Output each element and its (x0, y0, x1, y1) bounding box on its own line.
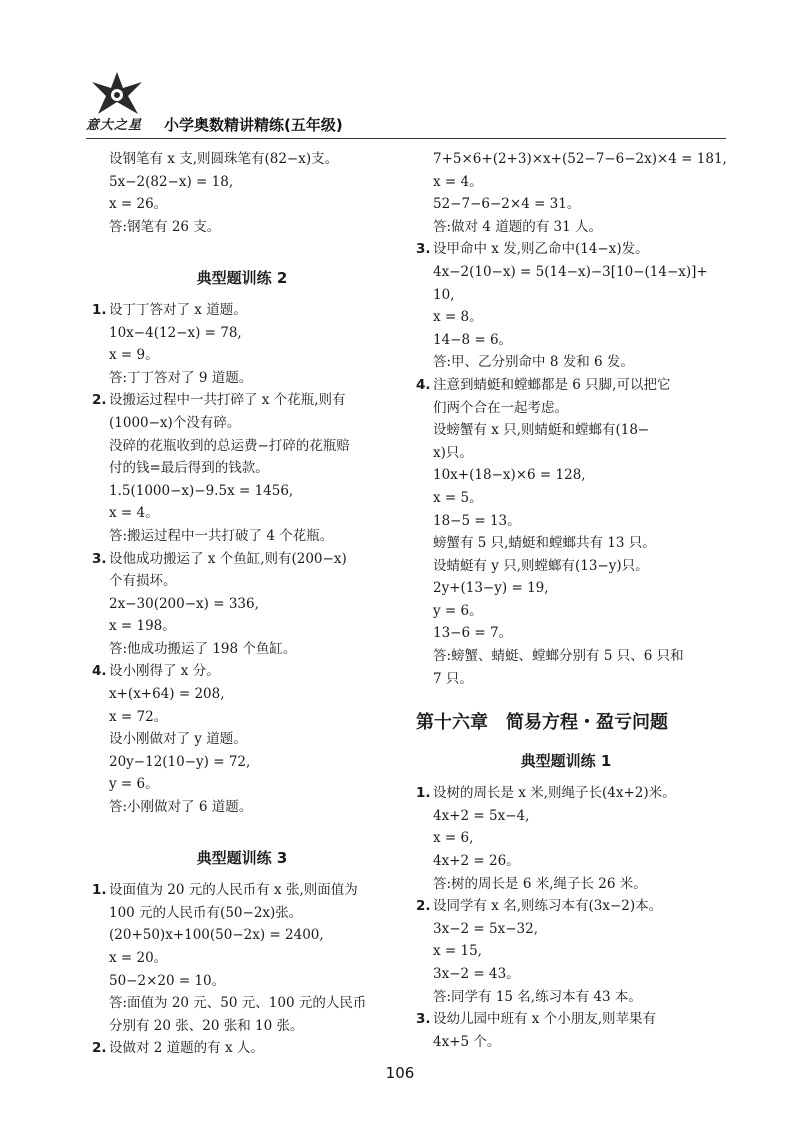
solution-text: 注意到蜻蜓和螳螂都是 6 只脚,可以把它 (433, 376, 671, 393)
solution-line (416, 351, 716, 374)
solution-line (416, 940, 716, 963)
problem-number: 1. (92, 882, 107, 899)
solution-line (416, 329, 716, 352)
solution-text: 20y−12(10−y) = 72, (109, 753, 251, 770)
text-line: 5x−2(82−x) = 18, (109, 173, 234, 190)
solution-line (416, 827, 716, 850)
solution-text: (20+50)x+100(50−2x) = 2400, (109, 927, 324, 944)
solution-text: 个有损坏。 (109, 573, 177, 590)
solution-text: 答:甲、乙分别命中 8 发和 6 发。 (433, 354, 634, 371)
solution-line (92, 615, 392, 638)
problem-number: 3. (416, 1011, 431, 1028)
page-number: 106 (385, 1064, 415, 1082)
solution-line (416, 782, 716, 805)
solution-line (416, 622, 716, 645)
solution-line (416, 577, 716, 600)
solution-line (92, 344, 392, 367)
solution-text: 设面值为 20 元的人民币有 x 张,则面值为 (109, 882, 358, 899)
problem-number: 2. (416, 898, 431, 915)
solution-text: 4x+2 = 5x−4, (433, 807, 530, 824)
solution-line (92, 1037, 392, 1060)
spacer (92, 819, 392, 842)
solution-line (92, 947, 392, 970)
solution-text: 设蜻蜓有 y 只,则螳螂有(13−y)只。 (433, 557, 649, 574)
solution-text: 没碎的花瓶收到的总运费−打碎的花瓶赔 (109, 437, 350, 454)
solution-line (416, 510, 716, 533)
solution-text: 100 元的人民币有(50−2x)张。 (109, 904, 303, 921)
solution-line (92, 902, 392, 925)
solution-text: 分别有 20 张、20 张和 10 张。 (109, 1017, 304, 1034)
solution-line (416, 963, 716, 986)
text-line: 答:钢笔有 26 支。 (109, 218, 221, 235)
solution-line (92, 389, 392, 412)
solution-text: x = 72。 (109, 708, 168, 725)
solution-line (416, 442, 716, 465)
spacer (92, 238, 392, 261)
text-line: 设钢笔有 x 支,则圆珠笔有(82−x)支。 (109, 151, 339, 167)
solution-text: 18−5 = 13。 (433, 512, 521, 529)
solution-line (416, 850, 716, 873)
left-column (92, 148, 392, 1060)
solution-line (416, 532, 716, 555)
solution-text: 答:同学有 15 名,练习本有 43 本。 (433, 988, 642, 1005)
solution-text: (1000−x)个没有碎。 (109, 414, 241, 431)
star-logo-icon (86, 70, 148, 120)
text-line: x = 4。 (433, 173, 483, 190)
solution-text: 设螃蟹有 x 只,则蜻蜓和螳螂有(18− (433, 422, 650, 439)
problem-number: 1. (416, 785, 431, 802)
section-title: 典型题训练 3 (196, 849, 288, 868)
solution-line (416, 986, 716, 1009)
solution-line (92, 367, 392, 390)
solution-line (416, 397, 716, 420)
solution-text: x = 4。 (109, 505, 159, 522)
solution-line (92, 457, 392, 480)
solution-text: 设同学有 x 名,则练习本有(3x−2)本。 (433, 898, 663, 915)
solution-line (416, 487, 716, 510)
solution-line (92, 660, 392, 683)
solution-text: 设搬运过程中一共打碎了 x 个花瓶,则有 (109, 392, 346, 409)
solution-text: 答:树的周长是 6 米,绳子长 26 米。 (433, 875, 647, 892)
solution-text: 设丁丁答对了 x 道题。 (109, 301, 247, 318)
solution-text: 4x−2(10−x) = 5(14−x)−3[10−(14−x)]+ (433, 263, 708, 280)
solution-line (92, 683, 392, 706)
solution-line (416, 668, 716, 691)
text-line: 52−7−6−2×4 = 31。 (433, 196, 581, 213)
text-line: 答:做对 4 道题的有 31 人。 (433, 218, 602, 235)
text-line: 7+5×6+(2+3)×x+(52−7−6−2x)×4 = 181, (433, 151, 727, 167)
chapter-title: 第十六章 简易方程・盈亏问题 (416, 712, 668, 734)
solution-line (92, 412, 392, 435)
text-line: x = 26。 (109, 196, 168, 213)
solution-text: x = 9。 (109, 347, 159, 364)
solution-line (416, 895, 716, 918)
problem-number: 4. (92, 663, 107, 680)
problem-number: 3. (416, 241, 431, 258)
solution-text: 2y+(13−y) = 19, (433, 580, 549, 597)
solution-text: 设他成功搬运了 x 个鱼缸,则有(200−x) (109, 550, 347, 567)
solution-text: x)只。 (433, 444, 473, 461)
solution-line (92, 299, 392, 322)
solution-line (416, 1008, 716, 1031)
solution-line (416, 464, 716, 487)
solution-line (92, 638, 392, 661)
logo (86, 70, 156, 136)
solution-text: x = 8。 (433, 309, 483, 326)
solution-text: y = 6。 (109, 776, 159, 793)
solution-line (416, 555, 716, 578)
page-header (86, 70, 726, 140)
solution-line (92, 796, 392, 819)
solution-text: 答:他成功搬运了 198 个鱼缸。 (109, 640, 297, 657)
solution-line (92, 525, 392, 548)
solution-text: x = 15, (433, 943, 482, 960)
problem-number: 2. (92, 392, 107, 409)
solution-line (92, 751, 392, 774)
solution-line (416, 284, 716, 307)
solution-text: 们两个合在一起考虑。 (433, 399, 568, 416)
solution-text: 设甲命中 x 发,则乙命中(14−x)发。 (433, 241, 649, 258)
solution-line (416, 918, 716, 941)
solution-line (92, 924, 392, 947)
solution-text: 14−8 = 6。 (433, 331, 513, 348)
solution-line (416, 645, 716, 668)
solution-text: x = 6, (433, 830, 474, 847)
right-column (416, 148, 727, 1053)
section-title: 典型题训练 2 (196, 268, 288, 287)
solution-line (416, 238, 716, 261)
solution-line (416, 306, 716, 329)
solution-text: 螃蟹有 5 只,蜻蜓和螳螂共有 13 只。 (433, 535, 656, 552)
logo-text: 意大之星 (86, 118, 143, 133)
solution-text: 答:螃蟹、蜻蜓、螳螂分别有 5 只、6 只和 (433, 648, 684, 665)
solution-line (92, 548, 392, 571)
solution-line (92, 1015, 392, 1038)
solution-text: 付的钱=最后得到的钱款。 (109, 460, 269, 477)
solution-line (92, 728, 392, 751)
solution-line (416, 374, 716, 397)
solution-line (416, 261, 716, 284)
solution-text: 10x−4(12−x) = 78, (109, 324, 242, 341)
solution-text: 10x+(18−x)×6 = 128, (433, 467, 586, 484)
solution-text: 设小刚做对了 y 道题。 (109, 731, 247, 748)
solution-line (416, 600, 716, 623)
solution-text: 答:丁丁答对了 9 道题。 (109, 369, 253, 386)
solution-text: 1.5(1000−x)−9.5x = 1456, (109, 482, 294, 499)
solution-text: 设幼儿园中班有 x 个小朋友,则苹果有 (433, 1011, 656, 1028)
solution-line (92, 435, 392, 458)
solution-text: x = 20。 (109, 950, 168, 966)
problem-number: 3. (92, 550, 107, 567)
problem-number: 2. (92, 1040, 107, 1057)
solution-text: 2x−30(200−x) = 336, (109, 595, 259, 612)
solution-line (92, 879, 392, 902)
solution-text: x = 198。 (109, 618, 176, 635)
solution-line (92, 970, 392, 993)
solution-line (92, 502, 392, 525)
solution-line (416, 873, 716, 896)
solution-text: x = 5。 (433, 489, 483, 506)
solution-text: 设做对 2 道题的有 x 人。 (109, 1040, 264, 1057)
solution-line (92, 570, 392, 593)
solution-line (416, 419, 716, 442)
solution-line (92, 992, 392, 1015)
solution-text: 答:小刚做对了 6 道题。 (109, 799, 253, 816)
solution-text: 设小刚得了 x 分。 (109, 663, 220, 680)
solution-line (416, 805, 716, 828)
solution-text: y = 6。 (433, 602, 483, 619)
problem-number: 4. (416, 376, 431, 393)
problem-number: 1. (92, 301, 107, 318)
solution-text: 4x+5 个。 (433, 1033, 501, 1050)
solution-line (416, 1031, 716, 1054)
solution-text: 7 只。 (433, 670, 473, 687)
solution-text: 3x−2 = 5x−32, (433, 920, 538, 937)
solution-line (92, 773, 392, 796)
solution-line (92, 480, 392, 503)
solution-text: x+(x+64) = 208, (109, 686, 225, 703)
solution-line (92, 706, 392, 729)
solution-text: 13−6 = 7。 (433, 625, 513, 642)
series-title: 小学奥数精讲精练(五年级) (164, 116, 343, 134)
solution-text: 设树的周长是 x 米,则绳子长(4x+2)米。 (433, 785, 676, 802)
solution-text: 答:面值为 20 元、50 元、100 元的人民币 (109, 995, 367, 1012)
solution-text: 4x+2 = 26。 (433, 853, 520, 870)
solution-line (92, 322, 392, 345)
header-divider (86, 138, 726, 139)
section-title: 典型题训练 1 (520, 752, 612, 771)
solution-text: 答:搬运过程中一共打破了 4 个花瓶。 (109, 527, 334, 544)
solution-line (92, 593, 392, 616)
solution-text: 10, (433, 286, 455, 303)
solution-text: 3x−2 = 43。 (433, 966, 520, 982)
solution-text: 50−2×20 = 10。 (109, 972, 226, 989)
